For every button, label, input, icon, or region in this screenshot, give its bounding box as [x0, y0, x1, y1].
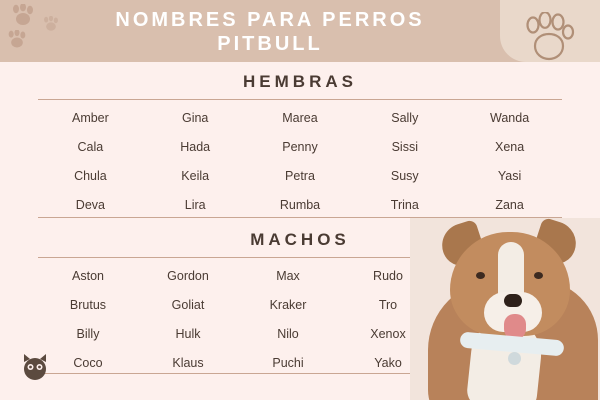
list-item: Xena — [494, 139, 525, 154]
list-item: Petra — [285, 168, 315, 183]
list-item: Xenox — [370, 326, 406, 341]
list-item: Marea — [282, 110, 318, 125]
list-item: Sissi — [391, 139, 418, 154]
list-item: Lira — [184, 197, 206, 212]
list-item: Brutus — [69, 297, 107, 312]
cat-icon — [18, 350, 52, 384]
section-title-hembras: HEMBRAS — [243, 72, 357, 91]
list-item: Susy — [390, 168, 419, 183]
list-item: Hada — [180, 139, 211, 154]
list-item: Cala — [77, 139, 104, 154]
list-item: Rudo — [373, 268, 403, 283]
dog-eye-right — [534, 272, 543, 279]
list-item: Tro — [378, 297, 398, 312]
list-item: Aston — [72, 268, 104, 283]
paw-icon — [6, 30, 28, 55]
header-banner — [0, 0, 600, 62]
divider — [38, 99, 562, 100]
pitbull-dog-photo — [410, 218, 600, 400]
list-item: Yasi — [497, 168, 522, 183]
paw-icon — [522, 12, 578, 67]
list-item: Amber — [71, 110, 109, 125]
list-item: Trina — [390, 197, 419, 212]
list-item: Klaus — [172, 355, 204, 370]
list-item: Gina — [181, 110, 209, 125]
paw-icon — [42, 16, 60, 38]
dog-collar-tag — [508, 352, 521, 365]
dog-eye-left — [476, 272, 485, 279]
list-item: Goliat — [171, 297, 205, 312]
list-item: Gordon — [167, 268, 209, 283]
list-item: Kraker — [269, 297, 307, 312]
list-item: Sally — [391, 110, 419, 125]
list-item: Wanda — [490, 110, 530, 125]
list-item: Deva — [75, 197, 105, 212]
header-accent-panel — [500, 0, 600, 62]
list-item: Puchi — [272, 355, 304, 370]
list-item: Billy — [76, 326, 100, 341]
page-title: NOMBRES PARA PERROS PITBULL — [115, 9, 425, 55]
list-item: Penny — [282, 139, 318, 154]
list-item: Max — [276, 268, 300, 283]
list-item: Keila — [181, 168, 210, 183]
list-item: Hulk — [175, 326, 201, 341]
name-grid-hembras — [38, 103, 562, 219]
list-item: Coco — [73, 355, 103, 370]
paw-icon — [10, 4, 36, 33]
list-item: Yako — [374, 355, 402, 370]
name-grid-machos — [38, 261, 438, 377]
list-item: Rumba — [279, 197, 321, 212]
list-item: Chula — [74, 168, 107, 183]
dog-nose — [504, 294, 522, 307]
list-item: Nilo — [277, 326, 299, 341]
list-item: Zana — [495, 197, 524, 212]
section-title-machos: MACHOS — [250, 230, 350, 249]
